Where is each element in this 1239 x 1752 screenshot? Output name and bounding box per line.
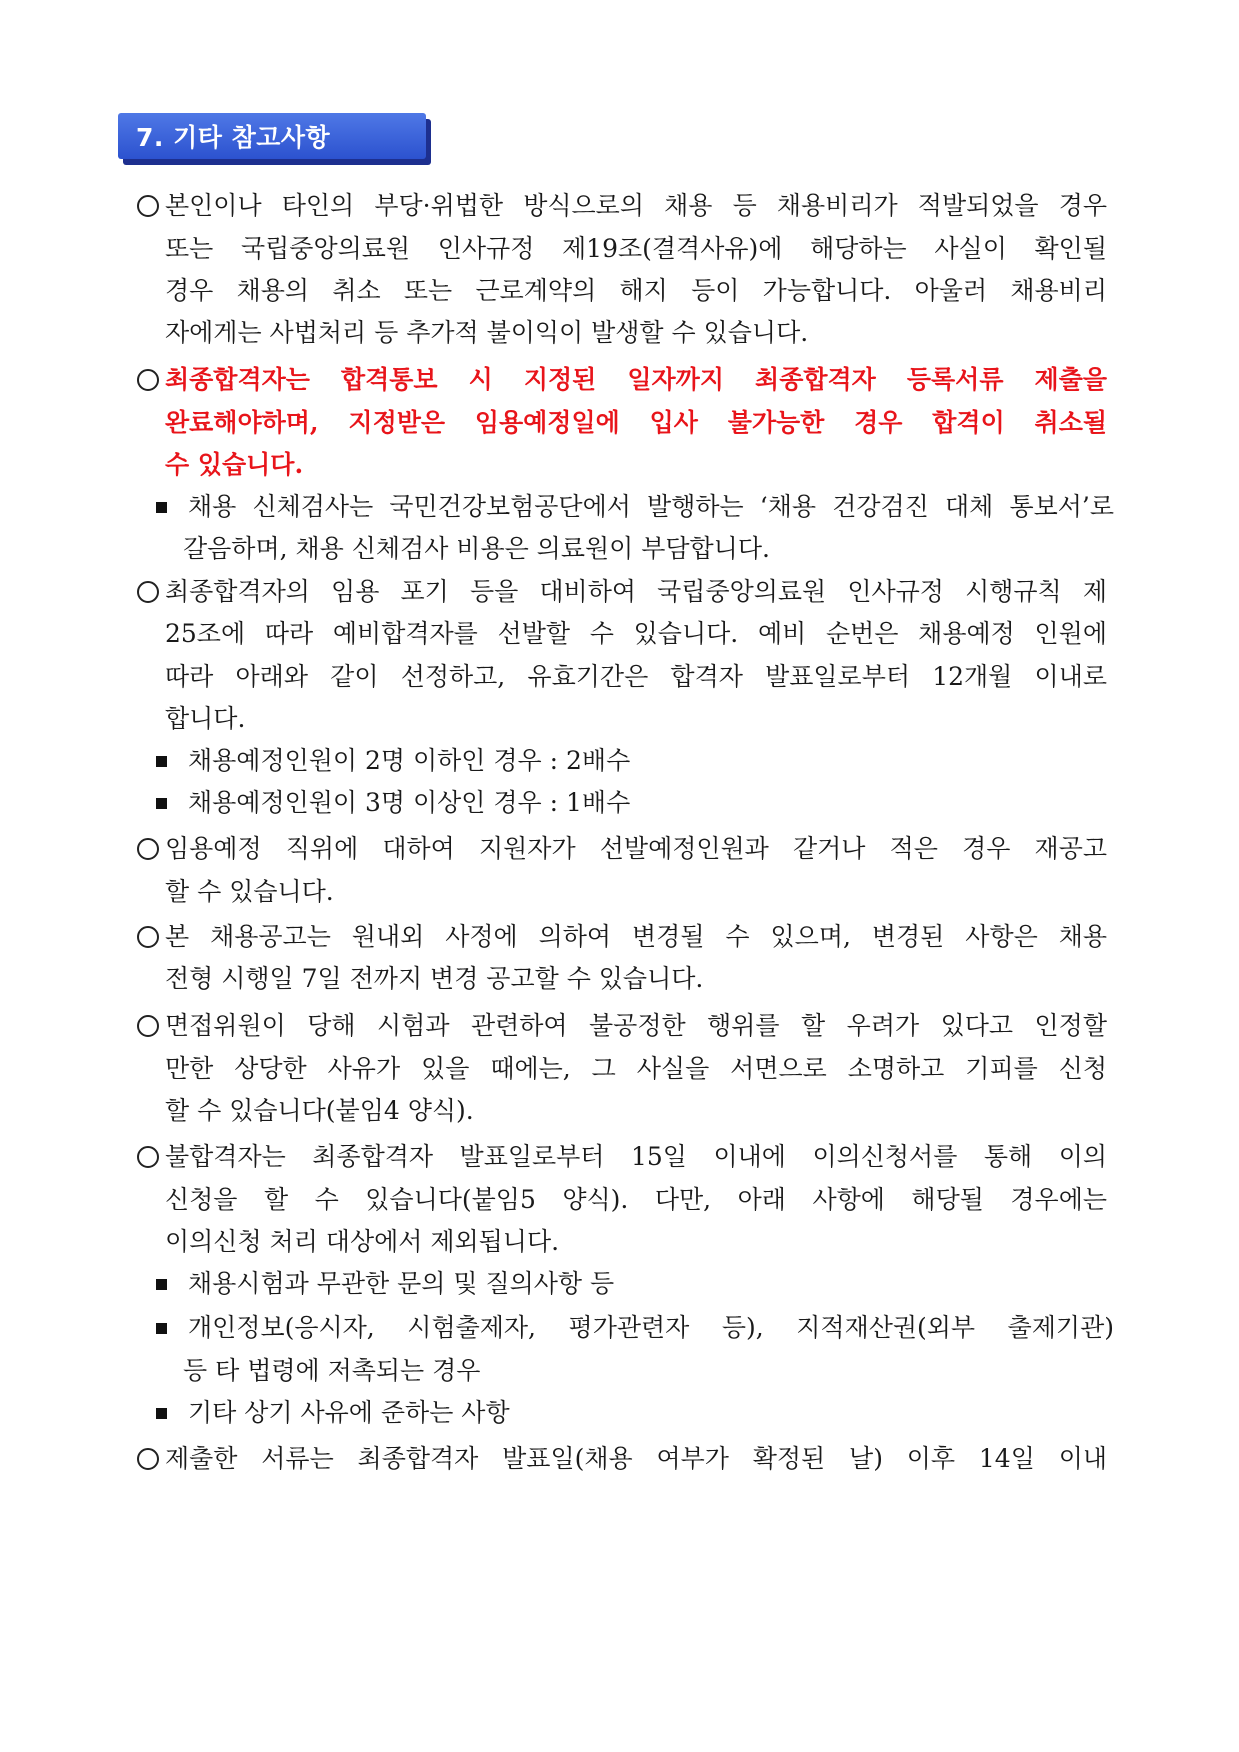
square-bullet-icon bbox=[156, 798, 167, 809]
notice-text-line: 최종합격자의 임용 포기 등을 대비하여 국립중앙의료원 인사규정 시행규칙 제 bbox=[165, 577, 1107, 606]
circle-bullet-icon bbox=[137, 1448, 159, 1470]
notice-text-line: 신청을 할 수 있습니다(붙임5 양식). 다만, 아래 사항에 해당될 경우에는 bbox=[165, 1185, 1107, 1214]
notice-text-line: 임용예정 직위에 대하여 지원자가 선발예정인원과 같거나 적은 경우 재공고 bbox=[165, 834, 1107, 863]
circle-bullet-icon bbox=[137, 195, 159, 217]
notice-text-line: 만한 상당한 사유가 있을 때에는, 그 사실을 서면으로 소명하고 기피를 신청 bbox=[165, 1054, 1107, 1083]
notice-text-line: 할 수 있습니다(붙임4 양식). bbox=[165, 1096, 474, 1125]
notice-text-line: 자에게는 사법처리 등 추가적 불이익이 발생할 수 있습니다. bbox=[165, 318, 809, 347]
sub-item-text-line: 채용시험과 무관한 문의 및 질의사항 등 bbox=[188, 1269, 615, 1298]
circle-bullet-icon bbox=[137, 838, 159, 860]
section-header-box bbox=[118, 113, 426, 159]
notice-text-line: 합니다. bbox=[165, 704, 246, 733]
notice-text-line: 또는 국립중앙의료원 인사규정 제19조(결격사유)에 해당하는 사실이 확인될 bbox=[165, 234, 1107, 263]
square-bullet-icon bbox=[156, 756, 167, 767]
notice-text-line: 전형 시행일 7일 전까지 변경 공고할 수 있습니다. bbox=[165, 964, 704, 993]
notice-text-line: 25조에 따라 예비합격자를 선발할 수 있습니다. 예비 순번은 채용예정 인원에 bbox=[165, 619, 1107, 648]
circle-bullet-icon bbox=[137, 581, 159, 603]
notice-text-line: 완료해야하며, 지정받은 임용예정일에 입사 불가능한 경우 합격이 취소될 bbox=[165, 408, 1107, 437]
notice-text-line: 면접위원이 당해 시험과 관련하여 불공정한 행위를 할 우려가 있다고 인정할 bbox=[165, 1011, 1107, 1040]
section-header bbox=[118, 113, 426, 159]
circle-bullet-icon bbox=[137, 1146, 159, 1168]
notice-text-line: 불합격자는 최종합격자 발표일로부터 15일 이내에 이의신청서를 통해 이의 bbox=[165, 1142, 1107, 1171]
notice-text-line: 할 수 있습니다. bbox=[165, 877, 334, 906]
sub-item-text-line: 채용예정인원이 3명 이상인 경우 : 1배수 bbox=[188, 788, 631, 817]
sub-item-text-line: 등 타 법령에 저촉되는 경우 bbox=[183, 1356, 481, 1385]
sub-item-text-line: 갈음하며, 채용 신체검사 비용은 의료원이 부담합니다. bbox=[183, 534, 770, 563]
square-bullet-icon bbox=[156, 1279, 167, 1290]
notice-text-line: 이의신청 처리 대상에서 제외됩니다. bbox=[165, 1227, 560, 1256]
circle-bullet-icon bbox=[137, 369, 159, 391]
notice-text-line: 최종합격자는 합격통보 시 지정된 일자까지 최종합격자 등록서류 제출을 bbox=[165, 365, 1107, 394]
sub-item-text-line: 기타 상기 사유에 준하는 사항 bbox=[188, 1398, 510, 1427]
square-bullet-icon bbox=[156, 502, 167, 513]
circle-bullet-icon bbox=[137, 1015, 159, 1037]
sub-item-text-line: 개인정보(응시자, 시험출제자, 평가관련자 등), 지적재산권(외부 출제기관) bbox=[188, 1313, 1114, 1342]
notice-text-line: 본인이나 타인의 부당·위법한 방식으로의 채용 등 채용비리가 적발되었을 경우 bbox=[165, 191, 1107, 220]
notice-text-line: 제출한 서류는 최종합격자 발표일(채용 여부가 확정된 날) 이후 14일 이내 bbox=[165, 1444, 1107, 1473]
circle-bullet-icon bbox=[137, 926, 159, 948]
notice-text-line: 본 채용공고는 원내외 사정에 의하여 변경될 수 있으며, 변경된 사항은 채용 bbox=[165, 922, 1107, 951]
notice-text-line: 경우 채용의 취소 또는 근로계약의 해지 등이 가능합니다. 아울러 채용비리 bbox=[165, 276, 1107, 305]
notice-text-line: 따라 아래와 같이 선정하고, 유효기간은 합격자 발표일로부터 12개월 이내로 bbox=[165, 662, 1107, 691]
sub-item-text-line: 채용예정인원이 2명 이하인 경우 : 2배수 bbox=[188, 746, 631, 775]
square-bullet-icon bbox=[156, 1323, 167, 1334]
section-title: 7. 기타 참고사항 bbox=[136, 123, 331, 152]
notice-text-line: 수 있습니다. bbox=[165, 450, 304, 479]
sub-item-text-line: 채용 신체검사는 국민건강보험공단에서 발행하는 ‘채용 건강검진 대체 통보서’로 bbox=[188, 492, 1114, 521]
square-bullet-icon bbox=[156, 1408, 167, 1419]
